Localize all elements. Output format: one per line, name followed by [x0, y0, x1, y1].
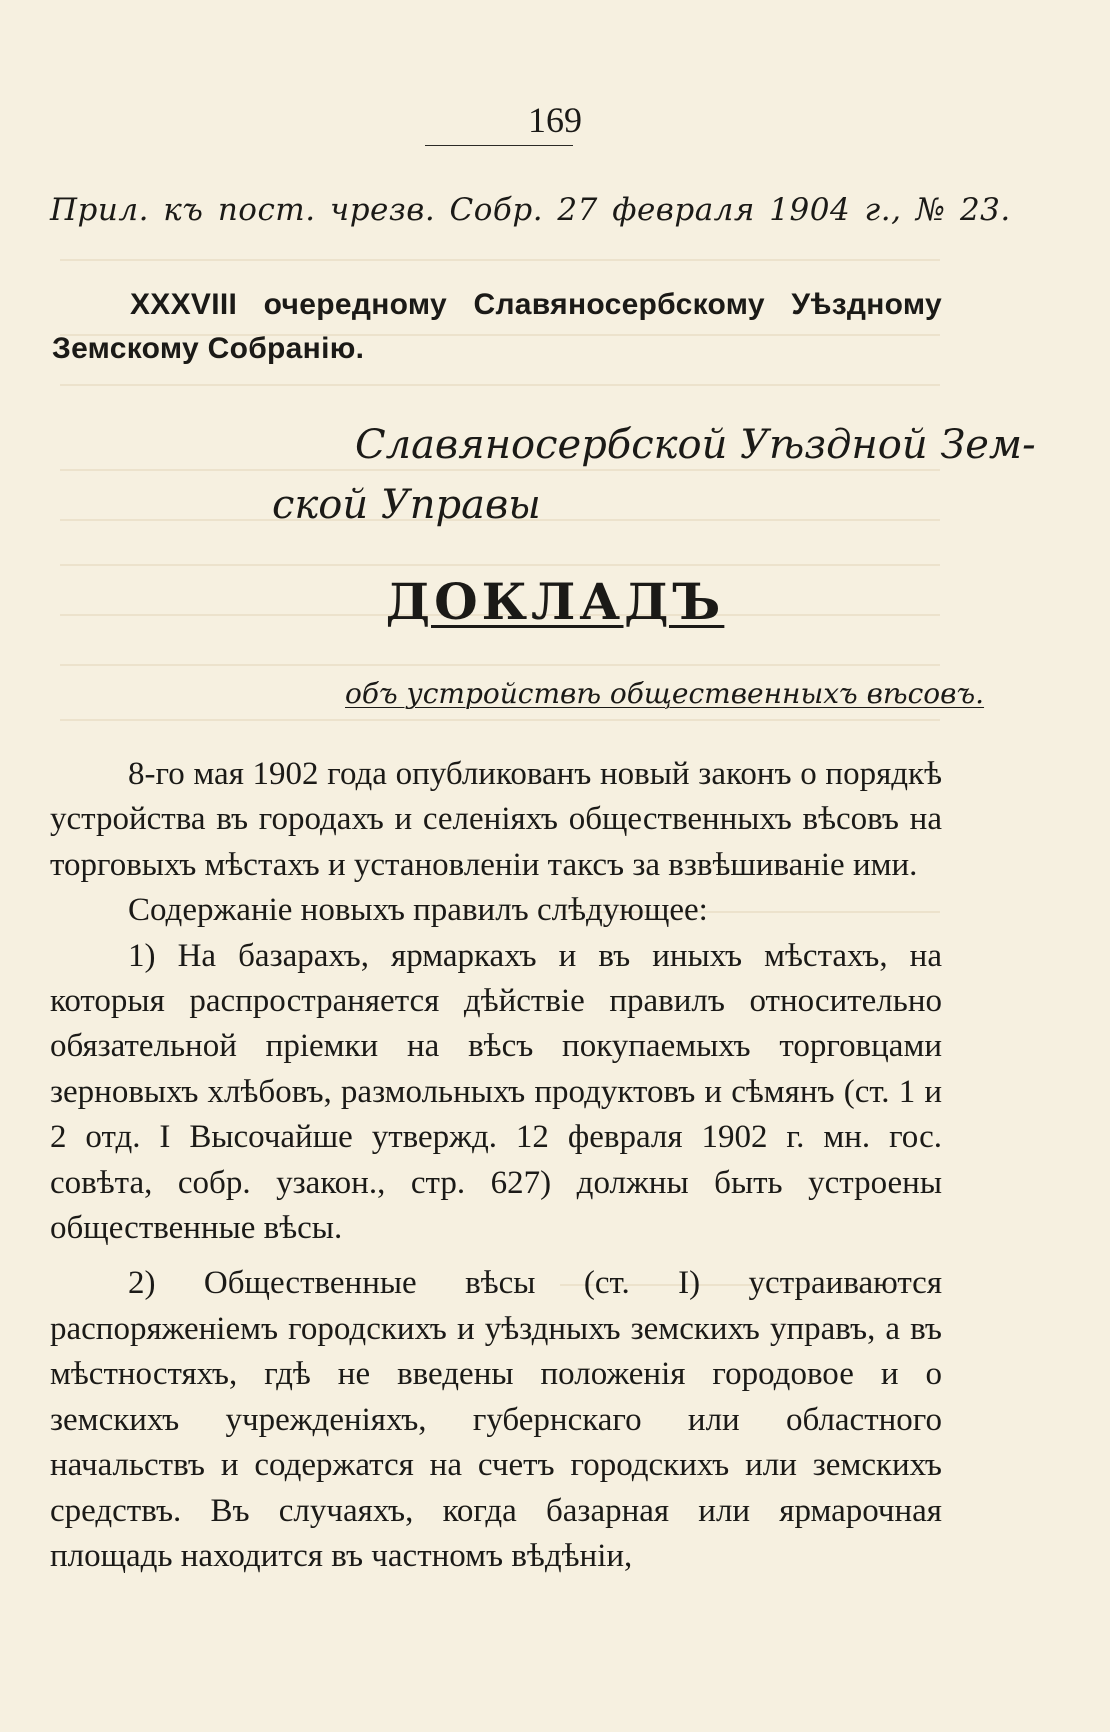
paragraph-rule-1: 1) На базарахъ, ярмаркахъ и въ иныхъ мѣстахъ, на которыя распространяется дѣйствіе правилъ относительно обязательной пріемки на вѣсъ покупаемыхъ торговцами зерновыхъ хлѣбовъ, размольныхъ продуктовъ и сѣмянъ (ст. 1 и 2 отд. I Высочайше утвержд. 12 февраля 1902 г. мн. гос. совѣта, собр. узакон., стр. 627) должны быть устроены общественные вѣсы. — [50, 937, 942, 1247]
board-name-line-1: Славяносербской Уѣздной Зем- — [355, 422, 1036, 468]
page-number: 169 — [528, 100, 582, 140]
attachment-note: Прил. къ пост. чрезв. Собр. 27 февраля 1904 г., № 23. — [50, 192, 1011, 228]
paragraph-intro: 8-го мая 1902 года опубликованъ новый законъ о порядкѣ устройства въ городахъ и селеніяхъ общественныхъ вѣсовъ на торговыхъ мѣстахъ и установлeніи таксъ за взвѣшиваніе ими. — [50, 756, 942, 883]
report-subject — [345, 676, 984, 712]
page-number-rule — [425, 145, 573, 146]
report-subject-text: объ устройствѣ общественныхъ вѣсовъ. — [345, 677, 985, 710]
addressee-heading: XXXVIII очередному Славяносербскому Уѣздному Земскому Собранію. — [52, 288, 942, 365]
report-title: ДОКЛАДЪ — [385, 572, 725, 631]
paragraph-rule-2: 2) Общественные вѣсы (ст. I) устраиваются распоряженіемъ городскихъ и уѣздныхъ земскихъ управъ, а въ мѣстностяхъ, гдѣ не введены положенія городовое и о земскихъ учрежденіяхъ, губернскаго или областного начальствъ и содержатся на счетъ городскихъ или земскихъ средствъ. Въ случаяхъ, когда базарная или ярмарочная площадь находится въ частномъ вѣдѣніи, — [50, 1265, 942, 1574]
board-name-line-2: ской Управы — [272, 482, 541, 528]
paragraph-contents: Содержаніе новыхъ правилъ слѣдующее: — [128, 892, 708, 929]
report-body — [50, 752, 942, 1579]
